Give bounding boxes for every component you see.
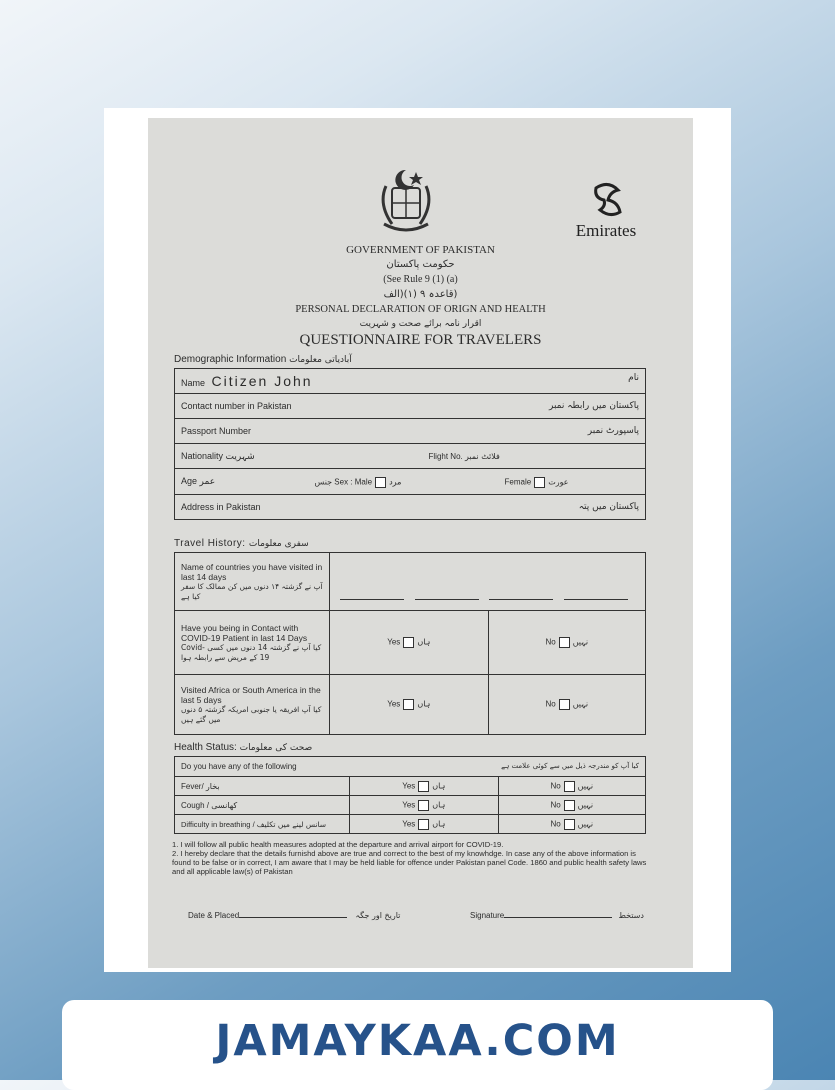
passport-label: Passport Number <box>181 426 252 436</box>
q3-no-checkbox[interactable] <box>559 699 570 710</box>
declaration-title: PERSONAL DECLARATION OF ORIGN AND HEALTH <box>295 304 546 315</box>
demographic-section-title: Demographic Information آبادیاتی معلومات <box>174 354 352 365</box>
declaration-form <box>148 118 693 968</box>
fever-label: Fever/ <box>181 781 204 791</box>
female-field: Female عورت <box>504 477 569 487</box>
fever-yes: Yes ہاں <box>350 777 499 796</box>
q3-no: No نہیں <box>488 675 645 735</box>
travel-section-title: Travel History: سفری معلومات <box>174 538 309 549</box>
declaration-text <box>172 840 650 876</box>
breath-yes-checkbox[interactable] <box>418 819 429 830</box>
site-name[interactable]: JAMAYKAA.COM <box>215 1016 620 1066</box>
breath-label: Difficulty in breathing / <box>181 819 255 829</box>
pakistan-emblem-icon <box>376 166 436 236</box>
country-blank-1[interactable] <box>340 599 404 600</box>
cough-no: No نہیں <box>498 796 645 815</box>
declaration-line-1: 1. I will follow all public health measures adopted at the departure and arrival airport for COVID-19. <box>172 840 504 849</box>
date-place-line[interactable] <box>239 917 347 918</box>
q2-yes: Yes ہاں <box>330 611 489 675</box>
q2-label: Have you being in Contact with COVID-19 Patient in last 14 Days <box>181 622 308 643</box>
address-label: Address in Pakistan <box>181 502 261 512</box>
gov-title: GOVERNMENT OF PAKISTAN <box>346 244 495 256</box>
declaration-title-urdu: اقرار نامہ برائے صحت و شہریت <box>359 319 482 329</box>
gov-title-urdu: حکومت پاکستان <box>386 259 455 270</box>
country-blank-2[interactable] <box>415 599 479 600</box>
flight-label: Flight No. فلائٹ نمبر <box>428 451 500 461</box>
contact-label: Contact number in Pakistan <box>181 401 292 411</box>
q2-no-checkbox[interactable] <box>559 637 570 648</box>
q3-label: Visited Africa or South America in the last 5 days <box>181 684 321 705</box>
breath-yes: Yes ہاں <box>350 815 499 834</box>
health-header-label: Do you have any of the following <box>181 762 297 771</box>
age-label: Age <box>181 476 198 486</box>
fever-no: No نہیں <box>498 777 645 796</box>
nationality-label: Nationality <box>181 450 224 461</box>
cough-yes: Yes ہاں <box>350 796 499 815</box>
declaration-line-2: 2. I hereby declare that the details furnishd above are true and correct to the best of my knowhdge. In case any of the above information is found to be false or in correct, I am aware that I may be held liable for offence under Pakistan panel Code. 1860 and public health safety laws and all applicable law(s) of Pakistan <box>172 849 647 876</box>
rule-ref-urdu: (قاعدہ ۹ (۱)(الف <box>383 289 458 300</box>
country-blank-4[interactable] <box>564 599 628 600</box>
sex-field: جنس Sex : Male مرد <box>314 477 402 487</box>
q2-no: No نہیں <box>488 611 645 675</box>
demographic-table: Name Citizen John نام Contact number in Pakistan پاکستان میں رابطہ نمبر Passport Number پاسپورٹ نمبر Nationality شہریت Flight No. فلائٹ نمبر Age عمر جنس Sex : Male مرد Female عورت Address in Pakistan پاکستان میں پتہ <box>174 368 646 520</box>
signature-line[interactable] <box>504 917 612 918</box>
rule-ref: (See Rule 9 (1) (a) <box>383 274 458 285</box>
date-place-field: Date & Placed تاریخ اور جگہ <box>188 911 401 920</box>
breath-no: No نہیں <box>498 815 645 834</box>
fever-no-checkbox[interactable] <box>564 781 575 792</box>
emirates-logo-icon <box>588 178 628 222</box>
health-table: Do you have any of the following کیا آپ کو مندرجہ ذیل میں سے کوئی علامت ہے Fever/ بخار Yes ہاں No نہیں Cough / کھانسی Yes ہاں No نہیں Difficulty in breathing / سانس لینے میں تکلیف Yes ہاں No نہیں <box>174 756 646 834</box>
health-section-title: Health Status: صحت کی معلومات <box>174 742 313 753</box>
airline-name: Emirates <box>575 221 637 240</box>
q2-yes-checkbox[interactable] <box>403 637 414 648</box>
name-label: Name <box>181 378 206 388</box>
document-frame <box>104 108 731 972</box>
travel-table: Name of countries you have visited in last 14 days آپ نے گزشتہ ۱۴ دنوں میں کن ممالک کا سفر کیا ہے Have you being in Contact with COVID-19 Patient in last 14 Days کیا آپ نے گزشتہ 14 دنوں میں کسی Covid-19 کے مریض سے رابطہ ہوا Yes ہاں No نہیں Visited Africa or South America in the last 5 days کیا آپ افریقہ یا جنوبی امریکہ گزشتہ ۵ دنوں میں گئے ہیں Yes ہاں No نہیں <box>174 552 646 735</box>
cough-yes-checkbox[interactable] <box>418 800 429 811</box>
country-blank-3[interactable] <box>489 599 553 600</box>
q1-label: Name of countries you have visited in last 14 days <box>181 561 323 582</box>
signature-field: Signature دستخط <box>470 911 644 920</box>
cough-label: Cough / <box>181 800 210 810</box>
q3-yes-checkbox[interactable] <box>403 699 414 710</box>
male-checkbox[interactable] <box>375 477 386 488</box>
q3-yes: Yes ہاں <box>330 675 489 735</box>
questionnaire-title: QUESTIONNAIRE FOR TRAVELERS <box>299 332 542 348</box>
breath-no-checkbox[interactable] <box>564 819 575 830</box>
name-value[interactable]: Citizen John <box>211 373 313 389</box>
footer-banner <box>62 1000 773 1090</box>
fever-yes-checkbox[interactable] <box>418 781 429 792</box>
cough-no-checkbox[interactable] <box>564 800 575 811</box>
female-checkbox[interactable] <box>534 477 545 488</box>
